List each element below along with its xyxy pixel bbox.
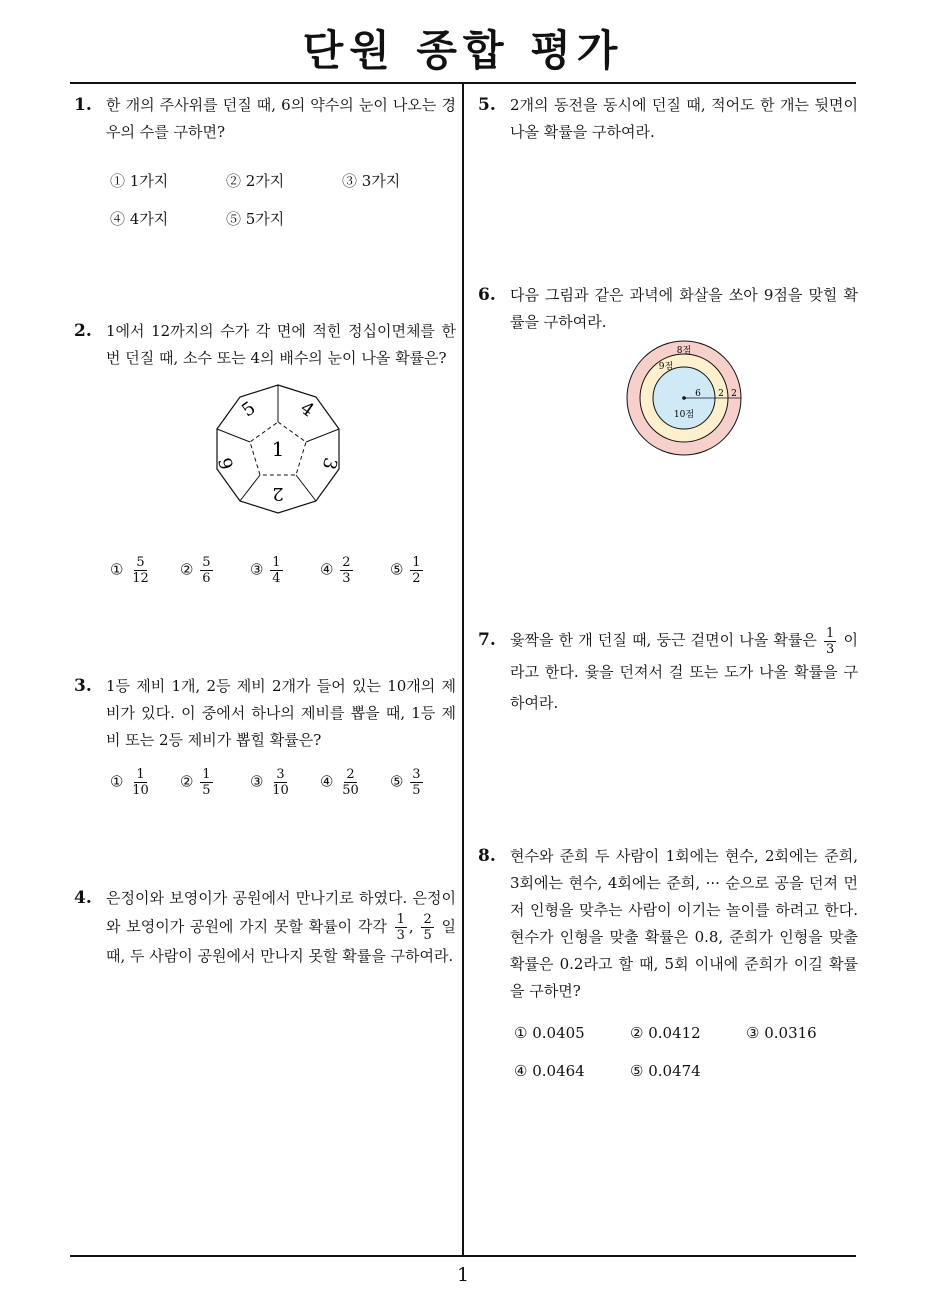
fraction: $\frac{1}{2}$ bbox=[412, 555, 421, 586]
fraction: $\frac{1}{3}$ bbox=[826, 625, 835, 657]
dodecahedron-figure bbox=[212, 384, 344, 514]
fraction: $\frac{5}{12}$ bbox=[132, 555, 149, 586]
ring-label: 8점 bbox=[676, 346, 692, 356]
question-number: 4. bbox=[74, 888, 92, 908]
ring-label: 10점 bbox=[673, 410, 695, 420]
question-2 bbox=[74, 318, 456, 372]
choice-2[interactable]: ② $\frac{5}{6}$ bbox=[180, 555, 211, 586]
face-label: 1 bbox=[271, 437, 285, 461]
question-6 bbox=[478, 282, 858, 336]
question-5 bbox=[478, 92, 858, 146]
choice-2[interactable]: ② 2가지 bbox=[226, 172, 285, 190]
choice-2[interactable]: ② 0.0412 bbox=[630, 1024, 701, 1042]
choice-1[interactable]: ① $\frac{1}{10}$ bbox=[110, 767, 149, 798]
question-number: 1. bbox=[74, 95, 92, 115]
choice-4[interactable]: ④ $\frac{2}{50}$ bbox=[320, 767, 359, 798]
question-4 bbox=[74, 885, 456, 970]
fraction: $\frac{3}{10}$ bbox=[272, 767, 289, 798]
choice-4[interactable]: ④ 4가지 bbox=[110, 210, 169, 228]
question-text: 은정이와 보영이가 공원에서 만나기로 하였다. 은정이와 보영이가 공원에 가지 못할 확률이 각각 $\frac{1}{3}$ , $\frac{2}{5}$ 일 때, 두 사람이 공원에서 만나지 못할 확률을 구하여라. bbox=[106, 889, 456, 965]
page-title: 단원 종합 평가 bbox=[302, 26, 624, 75]
question-1 bbox=[74, 92, 456, 146]
radius-label: 2 bbox=[731, 389, 737, 399]
ring-label: 9점 bbox=[658, 362, 674, 372]
fraction: $\frac{2}{5}$ bbox=[423, 912, 432, 943]
face-label: 5 bbox=[238, 397, 260, 422]
face-label: 3 bbox=[317, 455, 341, 472]
choice-3[interactable]: ③ $\frac{3}{10}$ bbox=[250, 767, 289, 798]
page-number: 1 bbox=[456, 1264, 470, 1286]
face-label: 4 bbox=[296, 397, 318, 422]
question-text: 다음 그림과 같은 과녁에 화살을 쏘아 9점을 맞힐 확률을 구하여라. bbox=[510, 286, 858, 331]
choice-5[interactable]: ⑤ $\frac{1}{2}$ bbox=[390, 555, 421, 586]
question-3 bbox=[74, 673, 456, 754]
fraction: $\frac{2}{50}$ bbox=[342, 767, 359, 798]
choice-3[interactable]: ③ 3가지 bbox=[342, 172, 401, 190]
radius-label: 6 bbox=[695, 389, 701, 399]
target-figure bbox=[624, 338, 744, 458]
face-label: 6 bbox=[215, 455, 239, 472]
choice-5[interactable]: ⑤ $\frac{3}{5}$ bbox=[390, 767, 421, 798]
question-number: 6. bbox=[478, 285, 496, 305]
choice-5[interactable]: ⑤ 0.0474 bbox=[630, 1062, 701, 1080]
question-number: 3. bbox=[74, 676, 92, 696]
fraction: $\frac{1}{4}$ bbox=[272, 555, 281, 586]
fraction: $\frac{1}{10}$ bbox=[132, 767, 149, 798]
question-text: 한 개의 주사위를 던질 때, 6의 약수의 눈이 나오는 경우의 수를 구하면? bbox=[106, 96, 456, 141]
question-number: 5. bbox=[478, 95, 496, 115]
question-number: 7. bbox=[478, 630, 496, 650]
fraction: $\frac{1}{3}$ bbox=[396, 912, 405, 943]
choice-2[interactable]: ② $\frac{1}{5}$ bbox=[180, 767, 211, 798]
question-text: 윷짝을 한 개 던질 때, 둥근 겉면이 나올 확률은 $\frac{1}{3}$ 이라고 한다. 윷을 던져서 걸 또는 도가 나올 확률을 구하여라. bbox=[510, 625, 858, 712]
choice-4[interactable]: ④ 0.0464 bbox=[514, 1062, 585, 1080]
radius-label: 2 bbox=[718, 389, 724, 399]
question-7 bbox=[478, 625, 858, 719]
question-text: 1등 제비 1개, 2등 제비 2개가 들어 있는 10개의 제비가 있다. 이 중에서 하나의 제비를 뽑을 때, 1등 제비 또는 2등 제비가 뽑힐 확률은? bbox=[106, 677, 456, 749]
face-label: 2 bbox=[272, 483, 284, 504]
question-number: 2. bbox=[74, 321, 92, 341]
fraction: $\frac{2}{3}$ bbox=[342, 555, 351, 586]
choice-1[interactable]: ① 0.0405 bbox=[514, 1024, 585, 1042]
choice-1[interactable]: ① $\frac{5}{12}$ bbox=[110, 555, 149, 586]
question-text: 2개의 동전을 동시에 던질 때, 적어도 한 개는 뒷면이 나올 확률을 구하여라. bbox=[510, 96, 858, 141]
fraction: $\frac{5}{6}$ bbox=[202, 555, 211, 586]
choice-1[interactable]: ① 1가지 bbox=[110, 172, 169, 190]
choice-3[interactable]: ③ $\frac{1}{4}$ bbox=[250, 555, 281, 586]
choice-4[interactable]: ④ $\frac{2}{3}$ bbox=[320, 555, 351, 586]
question-text: 현수와 준희 두 사람이 1회에는 현수, 2회에는 준희, 3회에는 현수, 4회에는 준희, ··· 순으로 공을 던져 먼저 인형을 맞추는 사람이 이기는 놀이를 하려고 한다. 현수가 인형을 맞출 확률은 0.8, 준희가 인형을 맞출 확률은 0.2라고 할 때, 5회 이내에 준희가 이길 확률을 구하면? bbox=[510, 847, 858, 1000]
fraction: $\frac{1}{5}$ bbox=[202, 767, 211, 798]
column-divider bbox=[462, 82, 464, 1257]
choice-5[interactable]: ⑤ 5가지 bbox=[226, 210, 285, 228]
choice-3[interactable]: ③ 0.0316 bbox=[746, 1024, 817, 1042]
question-text: 1에서 12까지의 수가 각 면에 적힌 정십이면체를 한 번 던질 때, 소수 또는 4의 배수의 눈이 나올 확률은? bbox=[106, 322, 456, 367]
bottom-rule bbox=[70, 1255, 856, 1257]
question-number: 8. bbox=[478, 846, 496, 866]
question-8 bbox=[478, 843, 858, 1005]
fraction: $\frac{3}{5}$ bbox=[412, 767, 421, 798]
